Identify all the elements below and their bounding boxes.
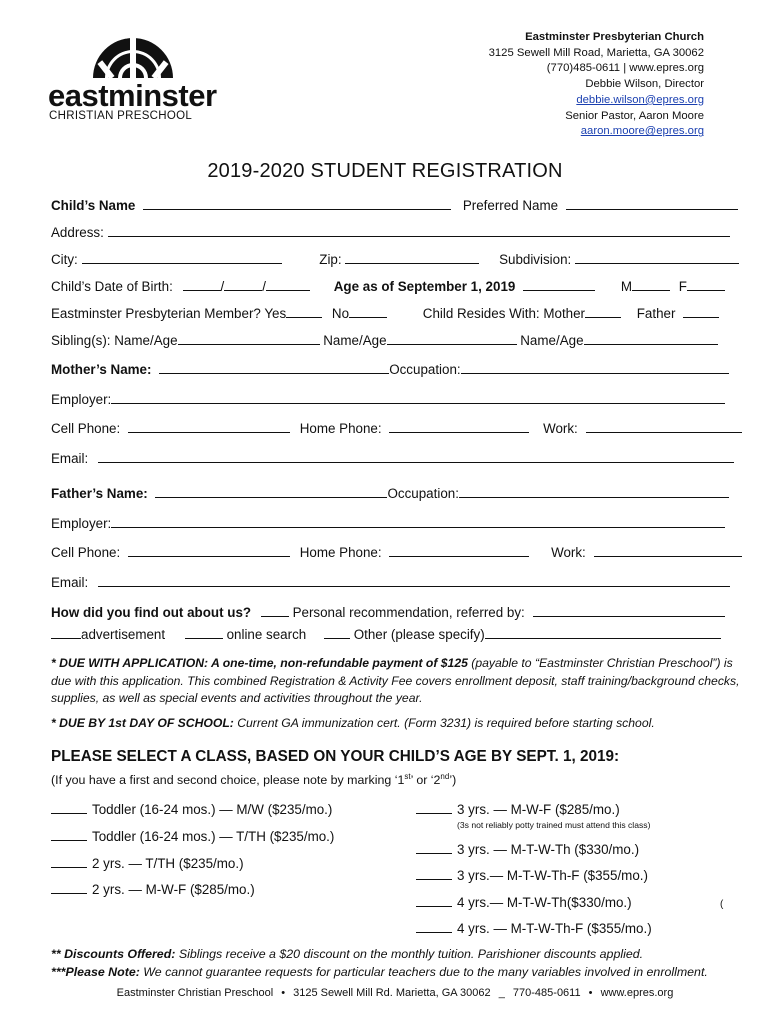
child-name-row <box>51 198 738 213</box>
resides-label: Child Resides With: Mother <box>422 306 586 321</box>
address-label: Address: <box>51 225 104 240</box>
age-field[interactable] <box>523 289 595 291</box>
dob-month-field[interactable] <box>183 289 221 291</box>
church-name: Eastminster Presbyterian Church <box>525 31 704 43</box>
referral-online-check[interactable] <box>185 637 223 639</box>
sibling3-field[interactable] <box>584 343 718 345</box>
class-check[interactable] <box>416 878 452 880</box>
father-home-field[interactable] <box>389 555 529 557</box>
father-home-label: Home Phone: <box>299 545 382 560</box>
mother-home-label: Home Phone: <box>299 421 382 436</box>
referral-personal-check[interactable] <box>261 615 289 617</box>
mother-employer-label: Employer: <box>51 392 112 407</box>
church-phone-web: (770)485-0611 | www.epres.org <box>546 62 704 75</box>
city-row <box>51 252 739 267</box>
footer-bullet: • <box>588 987 593 999</box>
sex-f-field[interactable] <box>687 289 725 291</box>
footer-web: www.epres.org <box>600 987 674 999</box>
referral-options-row <box>51 627 721 642</box>
mother-occupation-field[interactable] <box>461 372 729 374</box>
father-name-label: Father’s Name: <box>51 486 148 501</box>
footer-address: 3125 Sewell Mill Rd. Marietta, GA 30062 <box>293 987 491 999</box>
class-heading: PLEASE SELECT A CLASS, BASED ON YOUR CHILD’S AGE BY SEPT. 1, 2019: <box>51 748 620 765</box>
child-name-label: Child’s Name <box>51 198 136 213</box>
father-email-label: Email: <box>51 575 89 590</box>
subdivision-label: Subdivision: <box>499 252 572 267</box>
sibling1-field[interactable] <box>178 343 320 345</box>
referral-row <box>51 605 725 620</box>
class-label: 4 yrs. — M-T-W-Th-F ($355/mo.) <box>457 921 652 936</box>
dob-label: Child’s Date of Birth: <box>51 279 173 294</box>
father-phone-row <box>51 545 742 560</box>
footer-sep: _ <box>498 987 505 999</box>
footer-bullet: • <box>281 987 286 999</box>
referral-personal-field[interactable] <box>533 615 725 617</box>
class-label: 4 yrs.— M-T-W-Th($330/mo.) <box>457 895 632 910</box>
class-check[interactable] <box>416 852 452 854</box>
class-label: Toddler (16-24 mos.) — M/W ($235/mo.) <box>92 802 333 817</box>
due-school-bold: * DUE BY 1st DAY OF SCHOOL: <box>51 716 234 730</box>
footer-school: Eastminster Christian Preschool <box>116 987 274 999</box>
mother-home-field[interactable] <box>389 431 529 433</box>
due-app-bold: * DUE WITH APPLICATION: A one-time, non-refundable payment of $125 <box>51 656 468 670</box>
class-sub-mid: ’ or ‘2 <box>410 773 441 788</box>
father-cell-label: Cell Phone: <box>51 545 121 560</box>
member-yes-field[interactable] <box>286 316 322 318</box>
zip-field[interactable] <box>345 262 479 264</box>
class-check[interactable] <box>416 905 452 907</box>
father-work-label: Work: <box>551 545 586 560</box>
discount-text: Siblings receive a $20 discount on the monthly tuition. Parishioner discounts applied. <box>175 947 644 961</box>
father-employer-label: Employer: <box>51 516 112 531</box>
referral-ad-label: advertisement <box>81 627 166 642</box>
mother-cell-label: Cell Phone: <box>51 421 121 436</box>
contact-block <box>489 30 704 140</box>
class-check[interactable] <box>51 892 87 894</box>
father-occupation-field[interactable] <box>459 496 729 498</box>
referral-question: How did you find out about us? <box>51 605 252 620</box>
father-employer-field[interactable] <box>111 526 725 528</box>
father-occupation-label: Occupation: <box>387 486 459 501</box>
pastor-name: Senior Pastor, Aaron Moore <box>565 109 704 122</box>
class-check[interactable] <box>416 812 452 814</box>
class-label: Toddler (16-24 mos.) — T/TH ($235/mo.) <box>92 829 335 844</box>
class-label: 3 yrs.— M-T-W-Th-F ($355/mo.) <box>457 868 648 883</box>
class-subheading <box>51 772 456 787</box>
class-option[interactable] <box>416 921 652 936</box>
referral-other-label: Other (please specify) <box>353 627 485 642</box>
logo <box>48 30 218 125</box>
father-work-field[interactable] <box>594 555 742 557</box>
preferred-name-label: Preferred Name <box>462 198 559 213</box>
referral-personal-label: Personal recommendation, referred by: <box>292 605 525 620</box>
class-sup-first: st <box>404 772 411 781</box>
class-label: 3 yrs. — M-T-W-Th ($330/mo.) <box>457 842 640 857</box>
sibling3-label: Name/Age <box>520 333 584 348</box>
director-name: Debbie Wilson, Director <box>585 78 704 91</box>
mother-email-row <box>51 451 734 466</box>
class-option[interactable] <box>416 868 648 883</box>
referral-ad-check[interactable] <box>51 637 81 639</box>
discount-note <box>51 947 643 961</box>
sibling2-label: Name/Age <box>323 333 387 348</box>
potty-note: (3s not reliably potty trained must attend this class) <box>457 820 651 830</box>
resides-mother-field[interactable] <box>585 316 621 318</box>
mother-work-label: Work: <box>543 421 578 436</box>
mother-email-field[interactable] <box>98 461 734 463</box>
mother-name-label: Mother’s Name: <box>51 362 152 377</box>
address-row <box>51 225 730 240</box>
age-label: Age as of September 1, 2019 <box>333 279 516 294</box>
dob-slash: / <box>220 279 225 294</box>
class-option[interactable] <box>416 802 620 817</box>
siblings-row <box>51 333 718 348</box>
due-school-text: Current GA immunization cert. (Form 3231) is required before starting school. <box>233 716 655 730</box>
due-app-text: (payable to “Eastminster Christian Preschool”) is due with this application. This combined Registration & Activity Fee covers enrollment deposit, staff training/background checks, supplies, as well as special events and activities throughout the year. <box>51 656 740 705</box>
resides-father-field[interactable] <box>683 316 719 318</box>
page-footer <box>0 987 770 999</box>
due-with-application-note <box>51 655 741 708</box>
stray-mark: ( <box>720 899 724 910</box>
class-sub-post: ’) <box>449 773 457 788</box>
referral-other-check[interactable] <box>324 637 350 639</box>
class-check[interactable] <box>51 839 87 841</box>
class-option[interactable] <box>51 802 332 817</box>
class-label: 3 yrs. — M-W-F ($285/mo.) <box>457 802 620 817</box>
church-address: 3125 Sewell Mill Road, Marietta, GA 30062 <box>488 46 704 59</box>
class-sup-second: nd <box>440 772 450 781</box>
class-option[interactable] <box>51 829 334 844</box>
mother-email-label: Email: <box>51 451 89 466</box>
city-field[interactable] <box>82 262 282 264</box>
dob-row <box>51 279 725 294</box>
child-name-field[interactable] <box>143 208 451 210</box>
class-option[interactable] <box>51 856 244 871</box>
referral-other-field[interactable] <box>485 637 721 639</box>
class-option[interactable] <box>416 895 632 910</box>
logo-word: eastminster <box>48 78 217 113</box>
sex-f-label: F <box>678 279 687 294</box>
please-text: We cannot guarantee requests for particular teachers due to the many variables involved in enrollment. <box>139 965 708 979</box>
member-no-field[interactable] <box>349 316 387 318</box>
sex-m-field[interactable] <box>632 289 670 291</box>
please-note <box>51 965 708 979</box>
mother-name-field[interactable] <box>159 372 389 374</box>
father-email-row <box>51 575 730 590</box>
dob-day-field[interactable] <box>224 289 262 291</box>
preferred-name-field[interactable] <box>566 208 738 210</box>
class-check[interactable] <box>51 812 87 814</box>
city-label: City: <box>51 252 78 267</box>
dob-year-field[interactable] <box>266 289 310 291</box>
due-first-day-note <box>51 715 741 733</box>
father-name-row <box>51 486 729 501</box>
class-label: 2 yrs. — T/TH ($235/mo.) <box>92 856 244 871</box>
dob-slash: / <box>262 279 267 294</box>
resides-father-label: Father <box>636 306 676 321</box>
class-sub-text: (If you have a first and second choice, please note by marking ‘1 <box>51 773 405 788</box>
class-option[interactable] <box>51 882 255 897</box>
logo-subtitle: CHRISTIAN PRESCHOOL <box>49 110 193 122</box>
address-field[interactable] <box>108 235 730 237</box>
mother-employer-row <box>51 392 725 407</box>
member-row <box>51 306 719 321</box>
mother-occupation-label: Occupation: <box>389 362 461 377</box>
discount-bold: ** Discounts Offered: <box>51 947 176 961</box>
class-label: 2 yrs. — M-W-F ($285/mo.) <box>92 882 255 897</box>
siblings-label: Sibling(s): Name/Age <box>51 333 178 348</box>
please-bold: ***Please Note: <box>51 965 140 979</box>
sibling2-field[interactable] <box>387 343 517 345</box>
class-check[interactable] <box>51 866 87 868</box>
mother-name-row <box>51 362 729 377</box>
subdivision-field[interactable] <box>575 262 739 264</box>
footer-phone: 770-485-0611 <box>512 987 581 999</box>
father-name-field[interactable] <box>155 496 387 498</box>
pastor-email-link[interactable]: aaron.moore@epres.org <box>580 125 704 138</box>
father-employer-row <box>51 516 725 531</box>
sex-m-label: M <box>620 279 632 294</box>
referral-online-label: online search <box>226 627 307 642</box>
page-title: 2019-2020 STUDENT REGISTRATION <box>207 160 563 182</box>
father-email-field[interactable] <box>98 585 730 587</box>
class-check[interactable] <box>416 931 452 933</box>
mother-employer-field[interactable] <box>111 402 725 404</box>
member-label: Eastminster Presbyterian Member? Yes <box>51 306 287 321</box>
mother-work-field[interactable] <box>586 431 742 433</box>
mother-phone-row <box>51 421 742 436</box>
director-email-link[interactable]: debbie.wilson@epres.org <box>576 93 704 106</box>
zip-label: Zip: <box>319 252 342 267</box>
class-option[interactable] <box>416 842 639 857</box>
member-no-label: No <box>331 306 350 321</box>
father-cell-field[interactable] <box>128 555 290 557</box>
mother-cell-field[interactable] <box>128 431 290 433</box>
